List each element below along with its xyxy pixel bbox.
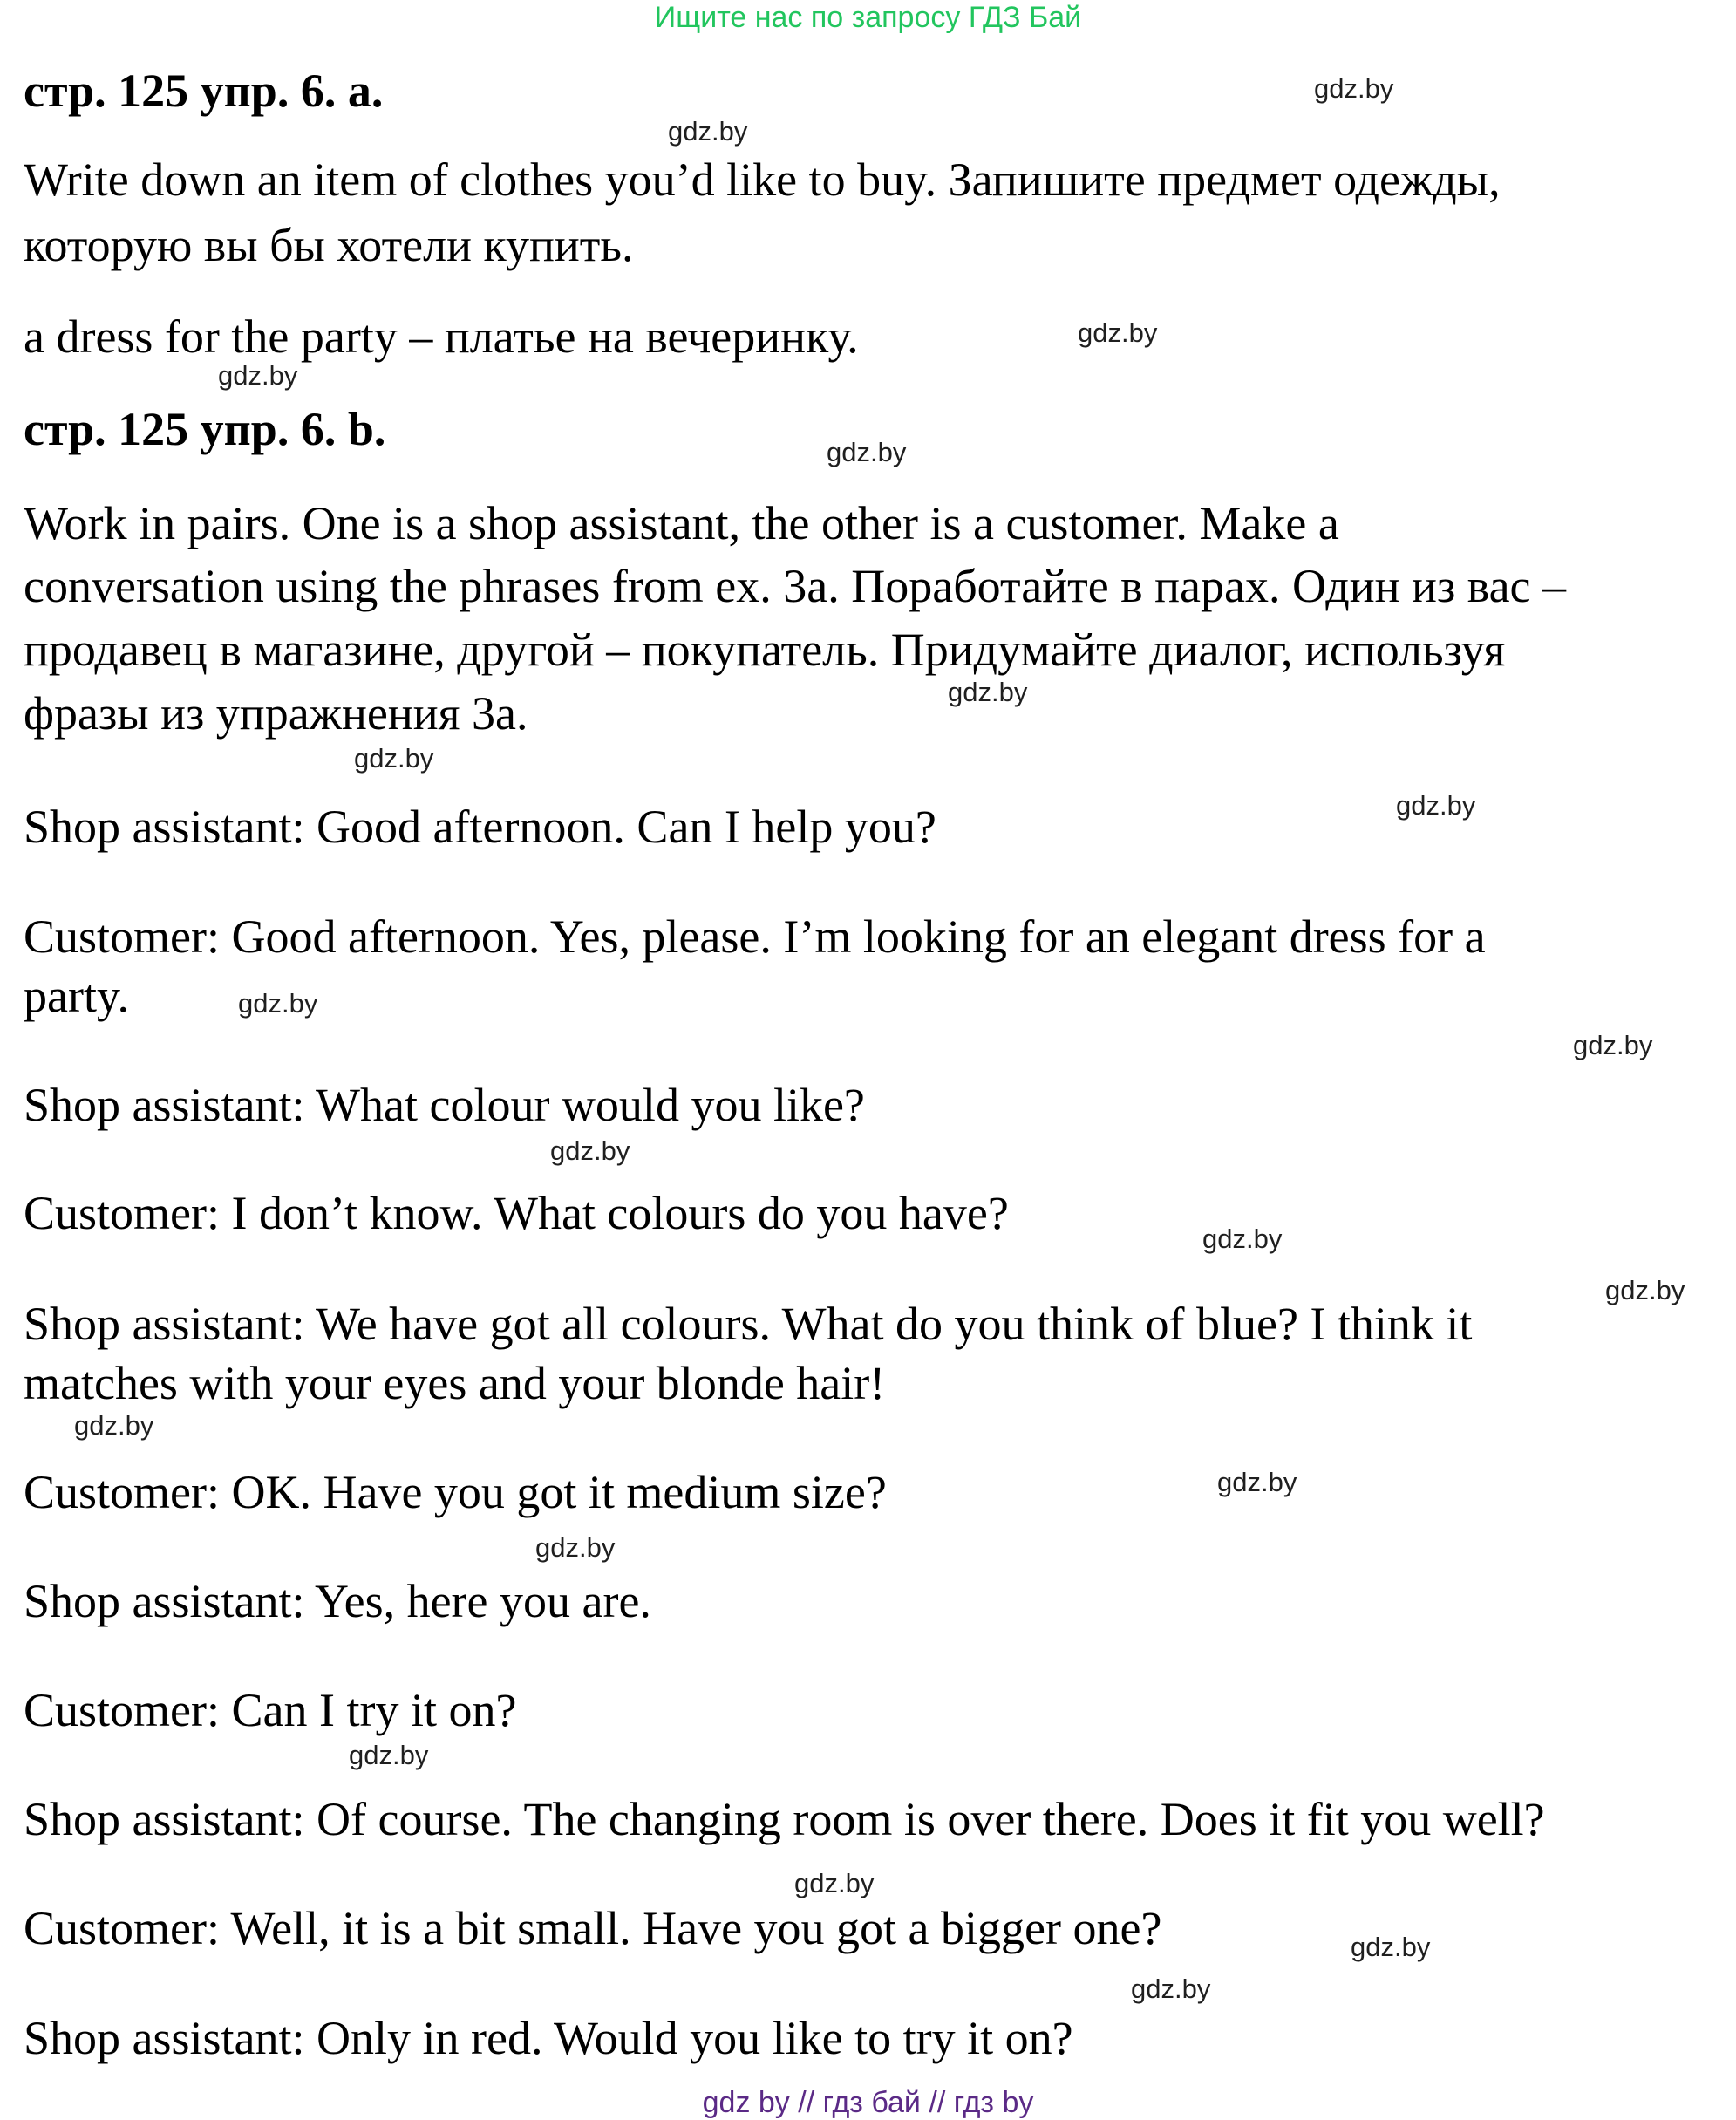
footer-links: gdz by // гдз бай // гдз by	[702, 2086, 1034, 2119]
watermark-text: gdz.by	[354, 743, 434, 774]
task-b-line-3: продавец в магазине, другой – покупатель. Придумайте диалог, используя	[24, 624, 1506, 676]
answer-a: a dress for the party – платье на вечеринку.	[24, 310, 859, 363]
dialogue-line: Shop assistant: We have got all colours. What do you think of blue? I think it	[24, 1298, 1473, 1350]
watermark-text: gdz.by	[827, 437, 907, 467]
dialogue-line: Shop assistant: Only in red. Would you like to try it on?	[24, 2012, 1073, 2064]
dialogue-line: Customer: Well, it is a bit small. Have you got a bigger one?	[24, 1902, 1162, 1954]
watermark-text: gdz.by	[1396, 790, 1476, 821]
task-b-line-4: фразы из упражнения 3а.	[24, 687, 528, 740]
task-b-line-1: Work in pairs. One is a shop assistant, the other is a customer. Make a	[24, 497, 1339, 549]
watermark-text: gdz.by	[1202, 1224, 1283, 1254]
task-a-line-1: Write down an item of clothes you’d like to buy. Запишите предмет одежды,	[24, 153, 1501, 206]
watermark-text: gdz.by	[1573, 1030, 1653, 1060]
watermark-text: gdz.by	[550, 1135, 630, 1166]
watermark-text: gdz.by	[1351, 1932, 1431, 1962]
watermark-text: gdz.by	[238, 988, 318, 1019]
dialogue-line: party.	[24, 970, 129, 1022]
watermark-text: gdz.by	[948, 677, 1028, 707]
watermark-text: gdz.by	[218, 360, 298, 391]
dialogue-line: Customer: I don’t know. What colours do you have?	[24, 1187, 1009, 1239]
dialogue-line: Shop assistant: Yes, here you are.	[24, 1575, 651, 1627]
dialogue-line: Customer: OK. Have you got it medium size?	[24, 1466, 887, 1518]
watermark-text: gdz.by	[668, 116, 748, 147]
watermark-text: gdz.by	[1314, 73, 1394, 104]
watermark-text: gdz.by	[1217, 1467, 1297, 1497]
dialogue-line: Customer: Good afternoon. Yes, please. I’m looking for an elegant dress for a	[24, 910, 1486, 963]
watermark-text: gdz.by	[74, 1410, 154, 1441]
watermark-text: gdz.by	[1078, 317, 1158, 348]
exercise-heading-a: стр. 125 упр. 6. а.	[24, 65, 384, 117]
dialogue-line: Shop assistant: What colour would you like?	[24, 1079, 865, 1131]
task-b-line-2: conversation using the phrases from ex. 3a. Поработайте в парах. Один из вас –	[24, 560, 1567, 612]
watermark-text: gdz.by	[794, 1868, 875, 1898]
dialogue-line: Shop assistant: Good afternoon. Can I help you?	[24, 801, 936, 853]
watermark-text: gdz.by	[535, 1532, 616, 1563]
dialogue-line: matches with your eyes and your blonde hair!	[24, 1357, 886, 1409]
dialogue-line: Shop assistant: Of course. The changing room is over there. Does it fit you well?	[24, 1793, 1545, 1845]
watermark-text: gdz.by	[349, 1740, 429, 1770]
watermark-text: gdz.by	[1605, 1275, 1685, 1305]
dialogue-line: Customer: Can I try it on?	[24, 1684, 517, 1736]
site-banner: Ищите нас по запросу ГДЗ Бай	[654, 1, 1082, 34]
watermark-text: gdz.by	[1131, 1973, 1211, 2004]
exercise-heading-b: стр. 125 упр. 6. b.	[24, 403, 386, 455]
task-a-line-2: которую вы бы хотели купить.	[24, 219, 634, 271]
